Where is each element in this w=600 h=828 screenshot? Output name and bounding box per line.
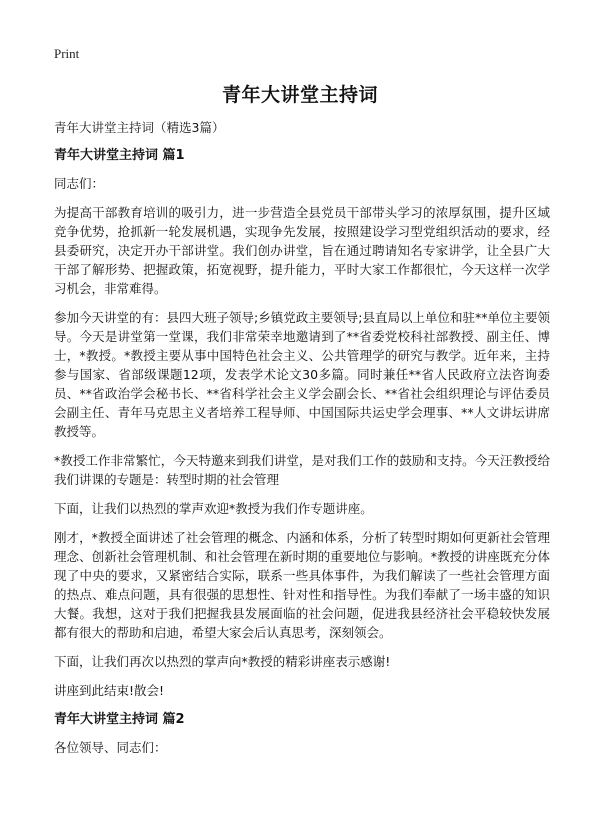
document-body xyxy=(54,118,550,767)
paragraph: 下面，让我们以热烈的掌声欢迎*教授为我们作专题讲座。 xyxy=(54,501,373,516)
paragraph: 刚才，*教授全面讲述了社会管理的概念、内涵和体系，分析了转型时期如何更新社会管理理念、创新社会管理机制、和社会管理在新时期的重要地位与影响。*教授的讲座既充分体现了中央的要求，又紧密结合实际，联系一些具体事件，为我们解读了一些社会管理方面的热点、难点问题，具有很强的思想性、针对性和指导性。为我们奉献了一场丰盛的知识大餐。我想，这对于我们把握我县发展面临的社会问题，促进我县经济社会平稳较快发展都有很大的帮助和启迪，希望大家会后认真思考，深刻领会。 xyxy=(54,530,550,640)
paragraph: *教授工作非常繁忙，今天特邀来到我们讲堂，是对我们工作的鼓励和支持。今天汪教授给我们讲课的专题是：转型时期的社会管理 xyxy=(54,453,550,487)
paragraph: 参加今天讲堂的有：县四大班子领导;乡镇党政主要领导;县直局以上单位和驻**单位主要领导。今天是讲堂第一堂课，我们非常荣幸地邀请到了**省委党校科社部教授、副主任、博士，*教授。*教授主要从事中国特色社会主义、公共管理学的研究与教学。近年来，主持参与国家、省部级课题12项，发表学术论文30多篇。同时兼任**省人民政府立法咨询委员、**省政治学会秘书长、**省科学社会主义学会副会长、**省社会组织理论与评估委员会副主任、青年马克思主义者培养工程导师、中国国际共运史学会理事、**人文讲坛讲席教授等。 xyxy=(54,310,550,439)
section-heading: 青年大讲堂主持词 篇1 xyxy=(54,148,185,163)
paragraph: 下面，让我们再次以热烈的掌声向*教授的精彩讲座表示感谢! xyxy=(54,654,391,669)
section-heading: 青年大讲堂主持词 篇2 xyxy=(54,712,185,727)
document-subtitle: 青年大讲堂主持词（精选3篇） xyxy=(54,120,225,135)
paragraph: 各位领导、同志们： xyxy=(54,740,167,755)
paragraph: 同志们： xyxy=(54,176,105,191)
paragraph: 讲座到此结束!散会! xyxy=(54,683,165,698)
paragraph: 为提高干部教育培训的吸引力，进一步营造全县党员干部带头学习的浓厚氛围，提升区域竞争优势，抢抓新一轮发展机遇，实现争先发展，按照建设学习型党组织活动的要求，经县委研究，决定开办干部讲堂。我们创办讲堂，旨在通过聘请知名专家讲学，让全县广大干部了解形势、把握政策，拓宽视野，提升能力，平时大家工作都很忙，今天这样一次学习机会，非常难得。 xyxy=(54,205,550,296)
document-title: 青年大讲堂主持词 xyxy=(221,84,378,106)
print-link[interactable]: Print xyxy=(54,46,80,61)
